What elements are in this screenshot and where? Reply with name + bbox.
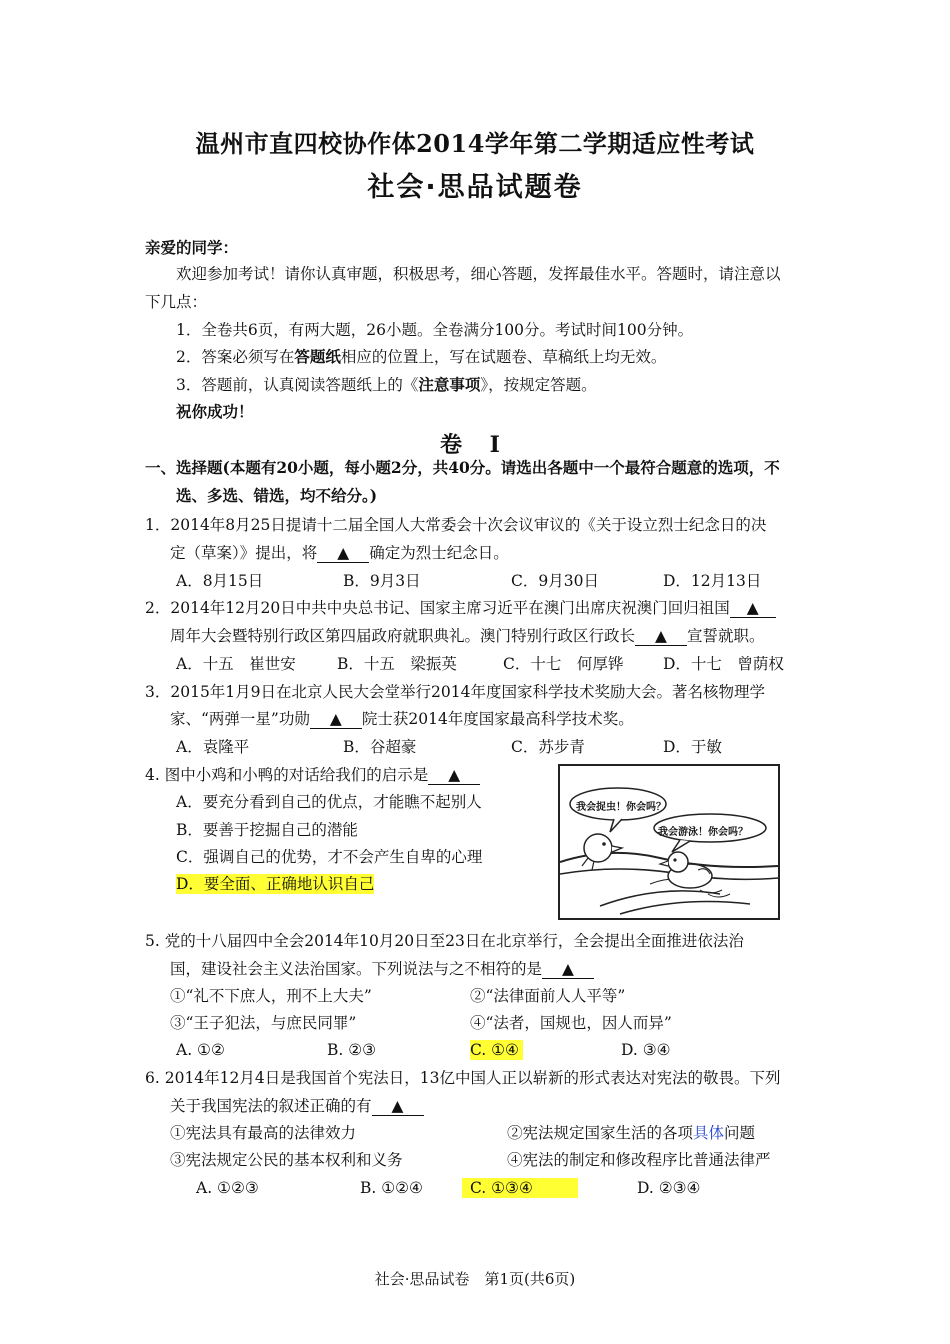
q2-stem-cont: 周年大会暨特别行政区第四届政府就职典礼。澳门特别行政区行政长 bbox=[170, 627, 636, 645]
q6-option-d: D. ②③④ bbox=[637, 1179, 701, 1197]
q1-option-a: A．8月15日 bbox=[176, 572, 264, 590]
q2-line-1 bbox=[145, 598, 776, 618]
page-footer: 社会·思品试卷 第1页(共6页) bbox=[374, 1270, 576, 1288]
section-title: 卷 Ⅰ bbox=[440, 432, 510, 458]
q3-stem-rest: 院士获2014年度国家最高科学技术奖。 bbox=[361, 710, 634, 728]
q6-statement-2-rest: 问题 bbox=[724, 1124, 756, 1142]
q3-option-a: A．袁隆平 bbox=[176, 738, 250, 756]
intro-line-1: 欢迎参加考试！请你认真审题，积极思考，细心答题，发挥最佳水平。答题时，请注意以 bbox=[176, 265, 781, 283]
answer-blank: ▲ bbox=[635, 628, 687, 646]
q2-option-b: B．十五 梁振英 bbox=[337, 655, 457, 673]
q5-statement-1: ①“礼不下庶人，刑不上大夫” bbox=[170, 987, 372, 1005]
q5-line-2 bbox=[170, 959, 594, 979]
q1-option-d: D．12月13日 bbox=[663, 572, 762, 590]
q4-option-d-highlighted: D．要全面、正确地认识自己 bbox=[176, 875, 375, 893]
q2-option-c: C．十七 何厚铧 bbox=[503, 655, 624, 673]
q5-statement-2: ②“法律面前人人平等” bbox=[470, 987, 626, 1005]
part1-instructions-line-2: 选、多选、错选，均不给分。) bbox=[176, 486, 378, 505]
q3-line-1: 3．2015年1月9日在北京人民大会堂举行2014年度国家科学技术奖励大会。著名核物理学 bbox=[145, 683, 765, 701]
answer-sheet-term: 答题纸 bbox=[294, 347, 341, 366]
q6-statement-3: ③宪法规定公民的基本权利和义务 bbox=[170, 1151, 403, 1169]
answer-blank: ▲ bbox=[542, 961, 594, 979]
q1-option-b: B．9月3日 bbox=[343, 572, 421, 590]
q6-statement-2-blue-word: 具体 bbox=[693, 1124, 725, 1142]
q6-stem: 关于我国宪法的叙述正确的有 bbox=[170, 1097, 372, 1115]
notice-term: 注意事项 bbox=[418, 375, 481, 394]
q3-line-2 bbox=[170, 709, 634, 729]
q6-statement-4: ④宪法的制定和修改程序比普通法律严 bbox=[507, 1151, 771, 1169]
q1-stem-rest: 确定为烈士纪念日。 bbox=[369, 544, 509, 562]
answer-blank: ▲ bbox=[428, 767, 480, 785]
q6-statement-2-text: ②宪法规定国家生活的各项 bbox=[507, 1124, 694, 1142]
q6-option-c-highlighted: C. ①③④ bbox=[462, 1178, 578, 1198]
answer-blank: ▲ bbox=[310, 711, 362, 729]
q2-line-2 bbox=[170, 626, 765, 646]
q2-option-d: D．十七 曾荫权 bbox=[663, 655, 784, 673]
q3-option-c: C．苏步青 bbox=[511, 738, 585, 756]
q6-option-b: B. ①②④ bbox=[360, 1179, 423, 1197]
q2-stem: 2．2014年12月20日中共中央总书记、国家主席习近平在澳门出席庆祝澳门回归祖国 bbox=[145, 599, 730, 617]
exam-subtitle: 社会·思品试题卷 bbox=[367, 172, 583, 203]
intro-line-2: 下几点： bbox=[145, 293, 208, 311]
q2-stem-rest: 宣誓就职。 bbox=[687, 627, 765, 645]
cartoon-bubble-1: 我会捉虫！你会吗？ bbox=[576, 802, 666, 813]
q1-line-1: 1．2014年8月25日提请十二届全国人大常委会十次会议审议的《关于设立烈士纪念日的决 bbox=[145, 516, 767, 534]
intro-item-3-rest: 》，按规定答题。 bbox=[480, 376, 597, 394]
exam-title: 温州市直四校协作体2014学年第二学期适应性考试 bbox=[195, 129, 755, 158]
q3-stem: 家、“两弹一星”功勋 bbox=[170, 710, 310, 728]
cartoon-drawing bbox=[560, 766, 778, 918]
q4-option-c: C．强调自己的优势，才不会产生自卑的心理 bbox=[176, 848, 483, 866]
q6-statement-1: ①宪法具有最高的法律效力 bbox=[170, 1124, 357, 1142]
part1-instructions-line-1: 一、选择题(本题有20小题，每小题2分，共40分。请选出各题中一个最符合题意的选项，不 bbox=[145, 458, 780, 477]
q5-line-1: 5. 党的十八届四中全会2014年10月20日至23日在北京举行，全会提出全面推进依法治 bbox=[145, 932, 744, 950]
intro-item-3 bbox=[176, 375, 597, 395]
q4-line-1 bbox=[145, 765, 480, 785]
q6-line-1: 6. 2014年12月4日是我国首个宪法日，13亿中国人正以崭新的形式表达对宪法的敬畏。下列 bbox=[145, 1069, 781, 1087]
wish-text: 祝你成功！ bbox=[176, 402, 254, 421]
q1-stem: 定（草案）》提出，将 bbox=[170, 544, 318, 562]
intro-item-3-text: 3．答题前，认真阅读答题纸上的《 bbox=[176, 376, 419, 394]
cartoon-bubble-2: 我会游泳！你会吗？ bbox=[658, 827, 748, 838]
q5-statement-3: ③“王子犯法，与庶民同罪” bbox=[170, 1014, 357, 1032]
q5-option-c-highlighted: C. ①④ bbox=[470, 1040, 523, 1060]
q2-option-a: A．十五 崔世安 bbox=[176, 655, 296, 673]
intro-item-2-rest: 相应的位置上，写在试题卷、草稿纸上均无效。 bbox=[340, 348, 667, 366]
q5-option-b: B. ②③ bbox=[327, 1041, 377, 1059]
q4-stem: 4. 图中小鸡和小鸭的对话给我们的启示是 bbox=[145, 766, 429, 784]
q4-option-b: B．要善于挖掘自己的潜能 bbox=[176, 821, 358, 839]
intro-item-2 bbox=[176, 347, 666, 367]
q6-line-2 bbox=[170, 1096, 424, 1116]
q5-option-d: D. ③④ bbox=[621, 1041, 671, 1059]
q5-option-a: A. ①② bbox=[176, 1041, 225, 1059]
answer-blank: ▲ bbox=[372, 1098, 424, 1116]
intro-item-1: 1．全卷共6页，有两大题，26小题。全卷满分100分。考试时间100分钟。 bbox=[176, 321, 694, 339]
q5-stem: 国，建设社会主义法治国家。下列说法与之不相符的是 bbox=[170, 960, 543, 978]
q6-option-a: A. ①②③ bbox=[196, 1179, 259, 1197]
q4-option-a: A．要充分看到自己的优点，才能瞧不起别人 bbox=[176, 793, 482, 811]
q3-option-d: D．于敏 bbox=[663, 738, 722, 756]
q3-option-b: B．谷超豪 bbox=[343, 738, 417, 756]
answer-blank: ▲ bbox=[730, 600, 776, 618]
intro-item-2-text: 2．答案必须写在 bbox=[176, 348, 295, 366]
q5-statement-4: ④“法者，国规也，因人而异” bbox=[470, 1014, 672, 1032]
chick-duckling-cartoon bbox=[558, 764, 780, 920]
answer-blank: ▲ bbox=[317, 545, 369, 563]
greeting: 亲爱的同学： bbox=[145, 238, 239, 257]
q6-statement-2 bbox=[507, 1123, 755, 1143]
q1-line-2 bbox=[170, 543, 509, 563]
q1-option-c: C．9月30日 bbox=[511, 572, 599, 590]
